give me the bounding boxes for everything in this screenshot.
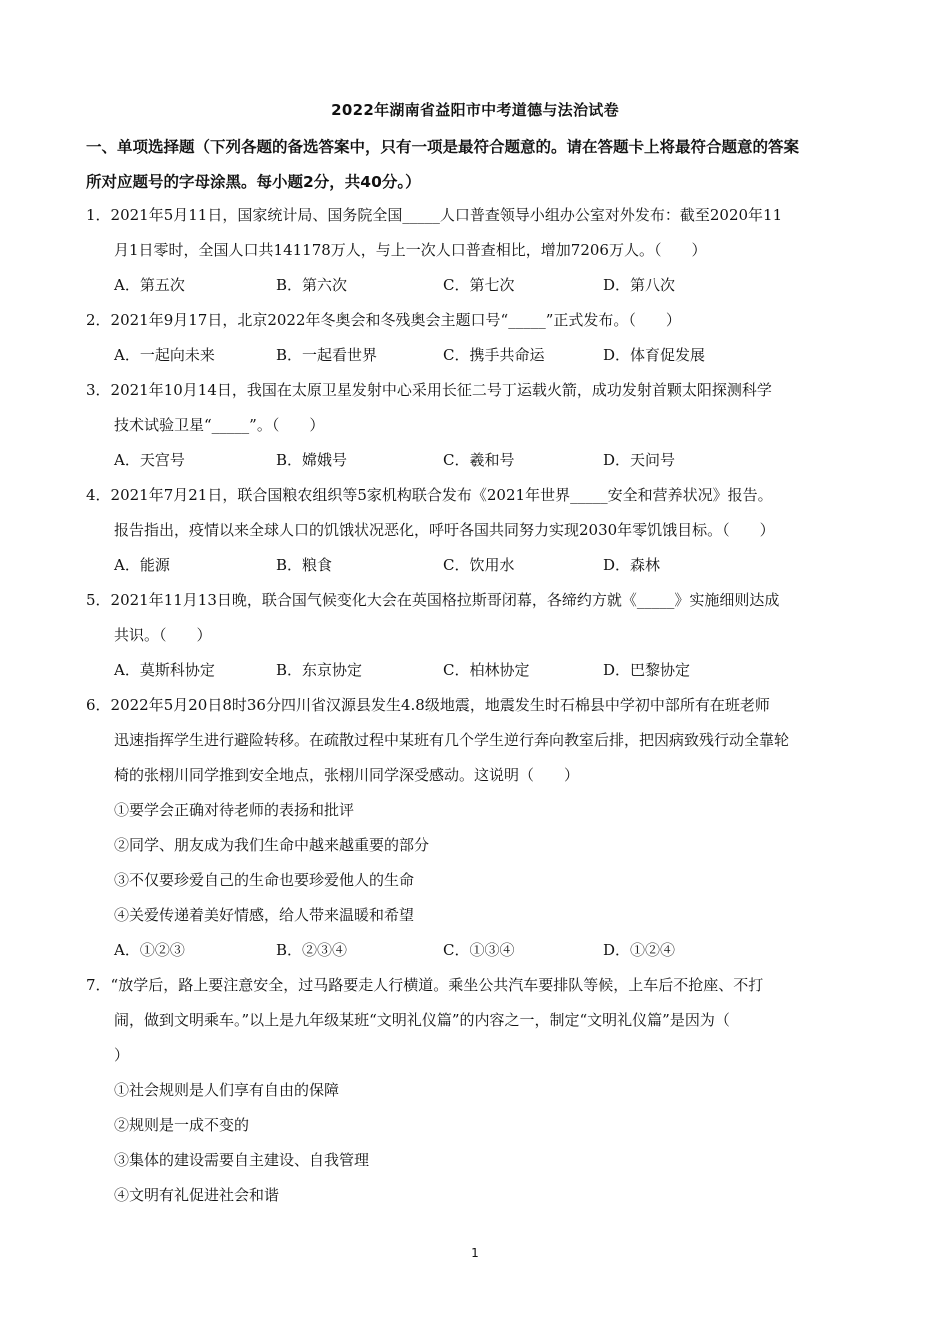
- page-title: 2022年湖南省益阳市中考道德与法治试卷: [331, 101, 619, 119]
- question-7: [86, 968, 876, 1213]
- question-6-statement-3: ③不仅要珍爱自己的生命也要珍爱他人的生命: [114, 871, 415, 889]
- option-b[interactable]: B．一起看世界: [276, 346, 378, 364]
- question-6-statement-2: ②同学、朋友成为我们生命中越来越重要的部分: [114, 836, 430, 854]
- option-b[interactable]: B．东京协定: [276, 661, 363, 679]
- question-4-line-1: 4．2021年7月21日，联合国粮农组织等5家机构联合发布《2021年世界_____安全和营养状况》报告。: [86, 486, 773, 504]
- option-a[interactable]: A．莫斯科协定: [114, 661, 215, 679]
- question-7-line-1: 7．“放学后，路上要注意安全，过马路要走人行横道。乘坐公共汽车要排队等候，上车后不抢座、不打: [86, 976, 764, 994]
- question-7-statement-3: ③集体的建设需要自主建设、自我管理: [114, 1151, 370, 1169]
- option-d[interactable]: D．天问号: [603, 451, 676, 469]
- option-b[interactable]: B．嫦娥号: [276, 451, 348, 469]
- question-2-options: [86, 338, 876, 373]
- question-6-line-2: 迅速指挥学生进行避险转移。在疏散过程中某班有几个学生逆行奔向教室后排，把因病致残行动全靠轮: [114, 731, 790, 749]
- section-heading-line-1: 一、单项选择题（下列各题的备选答案中，只有一项是最符合题意的。请在答题卡上将最符合题意的答案: [86, 138, 800, 156]
- question-6-statement-4: ④关爱传递着美好情感，给人带来温暖和希望: [114, 906, 415, 924]
- option-c[interactable]: C．羲和号: [443, 451, 515, 469]
- question-7-statement-2: ②规则是一成不变的: [114, 1116, 250, 1134]
- option-a[interactable]: A．①②③: [114, 941, 185, 959]
- question-6-line-1: 6．2022年5月20日8时36分四川省汉源县发生4.8级地震，地震发生时石棉县中学初中部所有在班老师: [86, 696, 770, 714]
- question-6: [86, 688, 876, 968]
- question-3-line-1: 3．2021年10月14日，我国在太原卫星发射中心采用长征二号丁运载火箭，成功发射首颗太阳探测科学: [86, 381, 772, 399]
- option-a[interactable]: A．天宫号: [114, 451, 185, 469]
- question-list: [86, 198, 876, 1213]
- option-a[interactable]: A．第五次: [114, 276, 185, 294]
- question-3: [86, 373, 876, 478]
- option-d[interactable]: D．①②④: [603, 941, 676, 959]
- question-7-statement-4: ④文明有礼促进社会和谐: [114, 1186, 280, 1204]
- question-7-statement-1: ①社会规则是人们享有自由的保障: [114, 1081, 340, 1099]
- question-4-options: [86, 548, 876, 583]
- option-b[interactable]: B．第六次: [276, 276, 348, 294]
- option-d[interactable]: D．体育促发展: [603, 346, 706, 364]
- question-6-options: [86, 933, 876, 968]
- option-a[interactable]: A．一起向未来: [114, 346, 215, 364]
- option-c[interactable]: C．第七次: [443, 276, 515, 294]
- option-d[interactable]: D．第八次: [603, 276, 676, 294]
- question-1-options: [86, 268, 876, 303]
- question-5: [86, 583, 876, 688]
- option-d[interactable]: D．森林: [603, 556, 661, 574]
- option-c[interactable]: C．柏林协定: [443, 661, 530, 679]
- question-1-line-2: 月1日零时，全国人口共141178万人，与上一次人口普查相比，增加7206万人。（ ）: [114, 241, 707, 259]
- option-c[interactable]: C．携手共命运: [443, 346, 545, 364]
- question-2-line-1: 2．2021年9月17日，北京2022年冬奥会和冬残奥会主题口号“_____”正式发布。（ ）: [86, 311, 681, 329]
- question-3-line-2: 技术试验卫星“_____”。（ ）: [114, 416, 325, 434]
- option-b[interactable]: B．②③④: [276, 941, 348, 959]
- option-a[interactable]: A．能源: [114, 556, 170, 574]
- question-5-line-1: 5．2021年11月13日晚，联合国气候变化大会在英国格拉斯哥闭幕，各缔约方就《_____》实施细则达成: [86, 591, 780, 609]
- section-heading-line-2: 所对应题号的字母涂黑。每小题2分，共40分。）: [86, 173, 421, 191]
- question-5-options: [86, 653, 876, 688]
- question-7-line-3: ）: [114, 1046, 130, 1064]
- question-6-line-3: 椅的张栩川同学推到安全地点，张栩川同学深受感动。这说明（ ）: [114, 766, 580, 784]
- page-number: 1: [471, 1246, 479, 1260]
- question-1: [86, 198, 876, 303]
- option-c[interactable]: C．饮用水: [443, 556, 515, 574]
- question-6-statement-1: ①要学会正确对待老师的表扬和批评: [114, 801, 355, 819]
- question-4-line-2: 报告指出，疫情以来全球人口的饥饿状况恶化，呼吁各国共同努力实现2030年零饥饿目标。（ ）: [114, 521, 775, 539]
- question-1-line-1: 1．2021年5月11日，国家统计局、国务院全国_____人口普查领导小组办公室对外发布：截至2020年11: [86, 206, 783, 224]
- section-heading: [86, 130, 876, 200]
- option-d[interactable]: D．巴黎协定: [603, 661, 691, 679]
- question-5-line-2: 共识。（ ）: [114, 626, 212, 644]
- question-3-options: [86, 443, 876, 478]
- option-b[interactable]: B．粮食: [276, 556, 333, 574]
- question-2: [86, 303, 876, 373]
- question-7-line-2: 闹，做到文明乘车。”以上是九年级某班“文明礼仪篇”的内容之一，制定“文明礼仪篇”是因为（: [114, 1011, 730, 1029]
- question-4: [86, 478, 876, 583]
- option-c[interactable]: C．①③④: [443, 941, 515, 959]
